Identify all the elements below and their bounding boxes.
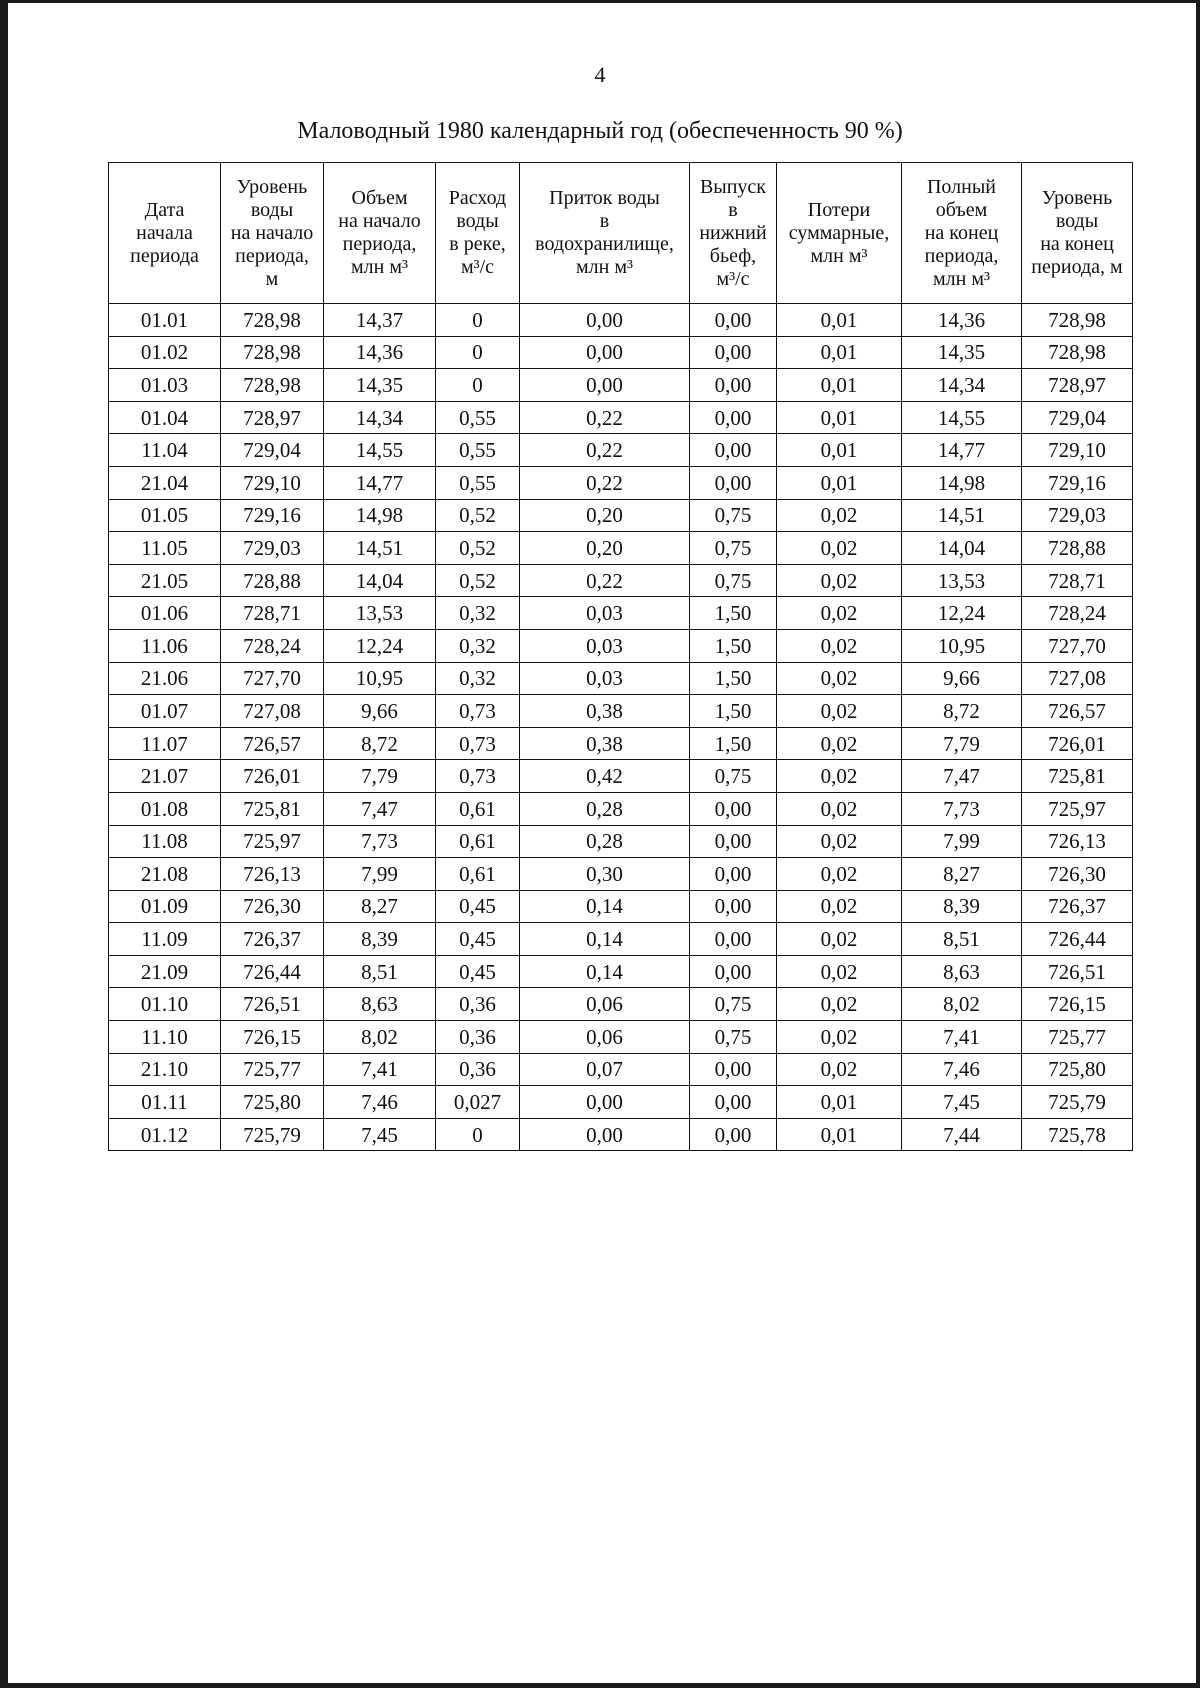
cell-inflow: 0,30 xyxy=(520,858,690,891)
cell-losses: 0,02 xyxy=(777,792,902,825)
cell-inflow: 0,22 xyxy=(520,564,690,597)
table-row xyxy=(109,858,1133,891)
table-row xyxy=(109,564,1133,597)
table-row xyxy=(109,727,1133,760)
table-body xyxy=(109,304,1133,1151)
cell-release: 0,00 xyxy=(690,890,777,923)
cell-date-start: 01.04 xyxy=(109,401,221,434)
document-title: Маловодный 1980 календарный год (обеспеченность 90 %) xyxy=(297,118,903,144)
header-date-start: Дата начала периода xyxy=(109,163,221,304)
cell-level-end: 726,30 xyxy=(1022,858,1133,891)
cell-release: 0,75 xyxy=(690,564,777,597)
cell-losses: 0,01 xyxy=(777,369,902,402)
page-number: 4 xyxy=(594,62,606,87)
cell-river-flow: 0,52 xyxy=(436,532,520,565)
cell-volume-end: 14,51 xyxy=(902,499,1022,532)
cell-volume-start: 7,45 xyxy=(324,1118,436,1151)
cell-inflow: 0,03 xyxy=(520,629,690,662)
cell-level-end: 728,24 xyxy=(1022,597,1133,630)
cell-date-start: 01.09 xyxy=(109,890,221,923)
table-row xyxy=(109,988,1133,1021)
cell-volume-end: 8,39 xyxy=(902,890,1022,923)
cell-river-flow: 0,45 xyxy=(436,955,520,988)
cell-losses: 0,02 xyxy=(777,695,902,728)
cell-inflow: 0,00 xyxy=(520,369,690,402)
cell-level-start: 728,24 xyxy=(221,629,324,662)
cell-river-flow: 0 xyxy=(436,336,520,369)
cell-inflow: 0,00 xyxy=(520,1118,690,1151)
cell-river-flow: 0,52 xyxy=(436,499,520,532)
cell-losses: 0,02 xyxy=(777,499,902,532)
cell-volume-end: 10,95 xyxy=(902,629,1022,662)
cell-date-start: 21.05 xyxy=(109,564,221,597)
table-header xyxy=(109,163,1133,304)
cell-inflow: 0,03 xyxy=(520,597,690,630)
cell-level-start: 725,79 xyxy=(221,1118,324,1151)
cell-volume-start: 13,53 xyxy=(324,597,436,630)
cell-volume-start: 7,99 xyxy=(324,858,436,891)
table-row xyxy=(109,499,1133,532)
cell-level-start: 728,98 xyxy=(221,369,324,402)
cell-volume-start: 7,41 xyxy=(324,1053,436,1086)
cell-level-end: 728,71 xyxy=(1022,564,1133,597)
cell-volume-end: 7,46 xyxy=(902,1053,1022,1086)
scan-right-edge xyxy=(1196,0,1200,1688)
cell-losses: 0,02 xyxy=(777,988,902,1021)
cell-release: 1,50 xyxy=(690,629,777,662)
cell-date-start: 01.12 xyxy=(109,1118,221,1151)
cell-volume-start: 14,34 xyxy=(324,401,436,434)
cell-level-start: 726,57 xyxy=(221,727,324,760)
cell-inflow: 0,38 xyxy=(520,695,690,728)
table-row xyxy=(109,1086,1133,1119)
cell-release: 0,00 xyxy=(690,369,777,402)
cell-date-start: 11.10 xyxy=(109,1021,221,1054)
cell-river-flow: 0,45 xyxy=(436,923,520,956)
cell-losses: 0,01 xyxy=(777,336,902,369)
cell-level-end: 729,04 xyxy=(1022,401,1133,434)
cell-inflow: 0,00 xyxy=(520,304,690,337)
cell-volume-end: 7,99 xyxy=(902,825,1022,858)
cell-date-start: 01.01 xyxy=(109,304,221,337)
cell-volume-start: 8,63 xyxy=(324,988,436,1021)
cell-date-start: 01.02 xyxy=(109,336,221,369)
cell-level-end: 726,44 xyxy=(1022,923,1133,956)
cell-level-start: 729,10 xyxy=(221,466,324,499)
cell-level-end: 729,03 xyxy=(1022,499,1133,532)
cell-level-end: 728,98 xyxy=(1022,336,1133,369)
cell-level-end: 725,78 xyxy=(1022,1118,1133,1151)
cell-volume-end: 9,66 xyxy=(902,662,1022,695)
cell-level-start: 727,08 xyxy=(221,695,324,728)
table-row xyxy=(109,1118,1133,1151)
cell-date-start: 21.04 xyxy=(109,466,221,499)
table-row xyxy=(109,597,1133,630)
cell-volume-end: 7,41 xyxy=(902,1021,1022,1054)
cell-level-end: 725,77 xyxy=(1022,1021,1133,1054)
cell-losses: 0,02 xyxy=(777,890,902,923)
cell-level-start: 726,37 xyxy=(221,923,324,956)
cell-losses: 0,02 xyxy=(777,727,902,760)
cell-volume-start: 7,46 xyxy=(324,1086,436,1119)
cell-date-start: 11.07 xyxy=(109,727,221,760)
header-volume-end: Полный объем на конец периода, млн м³ xyxy=(902,163,1022,304)
cell-volume-start: 8,27 xyxy=(324,890,436,923)
cell-losses: 0,02 xyxy=(777,923,902,956)
cell-level-start: 729,16 xyxy=(221,499,324,532)
cell-losses: 0,02 xyxy=(777,1021,902,1054)
cell-release: 0,00 xyxy=(690,792,777,825)
table-row xyxy=(109,662,1133,695)
cell-losses: 0,02 xyxy=(777,858,902,891)
cell-level-end: 726,57 xyxy=(1022,695,1133,728)
cell-release: 0,00 xyxy=(690,1053,777,1086)
table-row xyxy=(109,825,1133,858)
cell-volume-end: 8,63 xyxy=(902,955,1022,988)
cell-inflow: 0,22 xyxy=(520,434,690,467)
cell-level-start: 729,03 xyxy=(221,532,324,565)
reservoir-balance-table xyxy=(108,162,1133,1151)
cell-inflow: 0,00 xyxy=(520,336,690,369)
cell-volume-start: 8,72 xyxy=(324,727,436,760)
cell-release: 0,00 xyxy=(690,336,777,369)
cell-inflow: 0,06 xyxy=(520,1021,690,1054)
cell-level-start: 726,01 xyxy=(221,760,324,793)
cell-river-flow: 0,36 xyxy=(436,1053,520,1086)
cell-level-start: 726,13 xyxy=(221,858,324,891)
cell-inflow: 0,28 xyxy=(520,792,690,825)
cell-volume-end: 8,51 xyxy=(902,923,1022,956)
cell-inflow: 0,14 xyxy=(520,955,690,988)
cell-inflow: 0,03 xyxy=(520,662,690,695)
cell-volume-end: 8,72 xyxy=(902,695,1022,728)
cell-level-end: 728,98 xyxy=(1022,304,1133,337)
cell-inflow: 0,38 xyxy=(520,727,690,760)
cell-level-end: 727,08 xyxy=(1022,662,1133,695)
cell-date-start: 11.08 xyxy=(109,825,221,858)
cell-river-flow: 0 xyxy=(436,369,520,402)
cell-level-end: 726,01 xyxy=(1022,727,1133,760)
table-row xyxy=(109,434,1133,467)
cell-date-start: 01.03 xyxy=(109,369,221,402)
cell-level-end: 729,10 xyxy=(1022,434,1133,467)
header-losses: Потери суммарные, млн м³ xyxy=(777,163,902,304)
cell-level-end: 729,16 xyxy=(1022,466,1133,499)
cell-volume-end: 14,36 xyxy=(902,304,1022,337)
cell-date-start: 01.05 xyxy=(109,499,221,532)
cell-volume-start: 10,95 xyxy=(324,662,436,695)
cell-inflow: 0,20 xyxy=(520,499,690,532)
cell-volume-end: 7,47 xyxy=(902,760,1022,793)
cell-level-start: 728,71 xyxy=(221,597,324,630)
cell-losses: 0,02 xyxy=(777,1053,902,1086)
cell-level-start: 725,81 xyxy=(221,792,324,825)
cell-release: 0,00 xyxy=(690,858,777,891)
cell-volume-end: 14,98 xyxy=(902,466,1022,499)
cell-date-start: 21.09 xyxy=(109,955,221,988)
cell-river-flow: 0,55 xyxy=(436,434,520,467)
cell-release: 0,00 xyxy=(690,434,777,467)
cell-inflow: 0,06 xyxy=(520,988,690,1021)
cell-date-start: 01.06 xyxy=(109,597,221,630)
cell-losses: 0,01 xyxy=(777,1118,902,1151)
cell-date-start: 11.05 xyxy=(109,532,221,565)
cell-level-start: 727,70 xyxy=(221,662,324,695)
table-row xyxy=(109,923,1133,956)
cell-volume-end: 8,27 xyxy=(902,858,1022,891)
cell-losses: 0,02 xyxy=(777,629,902,662)
header-level-end: Уровень воды на конец периода, м xyxy=(1022,163,1133,304)
cell-volume-start: 7,79 xyxy=(324,760,436,793)
scan-left-edge xyxy=(0,0,8,1688)
cell-river-flow: 0,73 xyxy=(436,760,520,793)
cell-volume-end: 13,53 xyxy=(902,564,1022,597)
table-row xyxy=(109,1053,1133,1086)
table-row xyxy=(109,890,1133,923)
cell-volume-end: 14,35 xyxy=(902,336,1022,369)
cell-date-start: 11.09 xyxy=(109,923,221,956)
cell-volume-start: 12,24 xyxy=(324,629,436,662)
cell-level-end: 728,97 xyxy=(1022,369,1133,402)
table-row xyxy=(109,532,1133,565)
cell-river-flow: 0,61 xyxy=(436,858,520,891)
cell-level-start: 726,44 xyxy=(221,955,324,988)
cell-level-start: 725,77 xyxy=(221,1053,324,1086)
cell-release: 1,50 xyxy=(690,662,777,695)
cell-inflow: 0,42 xyxy=(520,760,690,793)
cell-inflow: 0,14 xyxy=(520,890,690,923)
cell-losses: 0,01 xyxy=(777,434,902,467)
cell-volume-end: 7,73 xyxy=(902,792,1022,825)
cell-inflow: 0,14 xyxy=(520,923,690,956)
cell-release: 0,75 xyxy=(690,760,777,793)
cell-release: 0,00 xyxy=(690,923,777,956)
cell-river-flow: 0,32 xyxy=(436,597,520,630)
header-volume-start: Объем на начало периода, млн м³ xyxy=(324,163,436,304)
cell-level-end: 728,88 xyxy=(1022,532,1133,565)
cell-level-start: 726,51 xyxy=(221,988,324,1021)
cell-losses: 0,02 xyxy=(777,564,902,597)
cell-level-end: 726,13 xyxy=(1022,825,1133,858)
cell-volume-end: 14,04 xyxy=(902,532,1022,565)
scan-top-edge xyxy=(0,0,1200,3)
cell-river-flow: 0 xyxy=(436,1118,520,1151)
cell-release: 0,75 xyxy=(690,532,777,565)
cell-level-end: 725,97 xyxy=(1022,792,1133,825)
cell-date-start: 01.08 xyxy=(109,792,221,825)
cell-losses: 0,01 xyxy=(777,401,902,434)
cell-volume-start: 14,04 xyxy=(324,564,436,597)
cell-release: 0,75 xyxy=(690,988,777,1021)
cell-volume-end: 7,79 xyxy=(902,727,1022,760)
cell-volume-start: 8,02 xyxy=(324,1021,436,1054)
table-row xyxy=(109,304,1133,337)
cell-release: 0,00 xyxy=(690,1118,777,1151)
table-row xyxy=(109,466,1133,499)
table-row xyxy=(109,1021,1133,1054)
cell-river-flow: 0,73 xyxy=(436,695,520,728)
header-level-start: Уровень воды на начало периода, м xyxy=(221,163,324,304)
cell-level-start: 728,98 xyxy=(221,336,324,369)
cell-level-end: 725,80 xyxy=(1022,1053,1133,1086)
cell-volume-start: 9,66 xyxy=(324,695,436,728)
table-row xyxy=(109,336,1133,369)
cell-level-start: 729,04 xyxy=(221,434,324,467)
cell-volume-start: 14,35 xyxy=(324,369,436,402)
cell-river-flow: 0 xyxy=(436,304,520,337)
table-row xyxy=(109,792,1133,825)
cell-river-flow: 0,61 xyxy=(436,825,520,858)
cell-volume-end: 8,02 xyxy=(902,988,1022,1021)
cell-river-flow: 0,61 xyxy=(436,792,520,825)
cell-level-end: 725,81 xyxy=(1022,760,1133,793)
cell-river-flow: 0,32 xyxy=(436,662,520,695)
cell-release: 0,00 xyxy=(690,304,777,337)
cell-level-start: 725,80 xyxy=(221,1086,324,1119)
table-row xyxy=(109,955,1133,988)
cell-volume-end: 14,55 xyxy=(902,401,1022,434)
cell-release: 0,75 xyxy=(690,1021,777,1054)
cell-release: 1,50 xyxy=(690,597,777,630)
cell-volume-start: 14,55 xyxy=(324,434,436,467)
cell-level-start: 728,88 xyxy=(221,564,324,597)
cell-river-flow: 0,32 xyxy=(436,629,520,662)
cell-level-start: 726,15 xyxy=(221,1021,324,1054)
cell-volume-start: 14,36 xyxy=(324,336,436,369)
cell-level-end: 727,70 xyxy=(1022,629,1133,662)
cell-date-start: 11.06 xyxy=(109,629,221,662)
table-row xyxy=(109,369,1133,402)
header-release: Выпуск в нижний бьеф, м³/с xyxy=(690,163,777,304)
cell-volume-start: 14,77 xyxy=(324,466,436,499)
cell-level-start: 725,97 xyxy=(221,825,324,858)
header-river-flow: Расход воды в реке, м³/с xyxy=(436,163,520,304)
cell-date-start: 01.11 xyxy=(109,1086,221,1119)
cell-inflow: 0,00 xyxy=(520,1086,690,1119)
cell-losses: 0,01 xyxy=(777,304,902,337)
cell-river-flow: 0,36 xyxy=(436,1021,520,1054)
header-inflow: Приток воды в водохранилище, млн м³ xyxy=(520,163,690,304)
cell-losses: 0,01 xyxy=(777,466,902,499)
cell-level-start: 728,97 xyxy=(221,401,324,434)
cell-volume-start: 14,98 xyxy=(324,499,436,532)
cell-volume-end: 7,44 xyxy=(902,1118,1022,1151)
cell-release: 0,00 xyxy=(690,466,777,499)
cell-losses: 0,02 xyxy=(777,532,902,565)
cell-volume-end: 12,24 xyxy=(902,597,1022,630)
cell-river-flow: 0,55 xyxy=(436,401,520,434)
cell-river-flow: 0,55 xyxy=(436,466,520,499)
cell-level-start: 726,30 xyxy=(221,890,324,923)
cell-level-end: 726,51 xyxy=(1022,955,1133,988)
cell-inflow: 0,20 xyxy=(520,532,690,565)
cell-date-start: 21.06 xyxy=(109,662,221,695)
table-row xyxy=(109,760,1133,793)
table-row xyxy=(109,401,1133,434)
cell-date-start: 21.10 xyxy=(109,1053,221,1086)
cell-date-start: 11.04 xyxy=(109,434,221,467)
cell-losses: 0,02 xyxy=(777,955,902,988)
cell-river-flow: 0,36 xyxy=(436,988,520,1021)
cell-level-end: 726,15 xyxy=(1022,988,1133,1021)
cell-release: 0,00 xyxy=(690,825,777,858)
scan-bottom-edge xyxy=(0,1683,1200,1688)
cell-release: 0,00 xyxy=(690,1086,777,1119)
header-row xyxy=(109,163,1133,304)
cell-level-end: 725,79 xyxy=(1022,1086,1133,1119)
cell-inflow: 0,28 xyxy=(520,825,690,858)
cell-volume-end: 7,45 xyxy=(902,1086,1022,1119)
cell-date-start: 21.08 xyxy=(109,858,221,891)
cell-level-end: 726,37 xyxy=(1022,890,1133,923)
cell-inflow: 0,07 xyxy=(520,1053,690,1086)
cell-release: 0,75 xyxy=(690,499,777,532)
cell-release: 1,50 xyxy=(690,727,777,760)
cell-losses: 0,02 xyxy=(777,597,902,630)
table-row xyxy=(109,695,1133,728)
cell-losses: 0,02 xyxy=(777,825,902,858)
cell-inflow: 0,22 xyxy=(520,401,690,434)
cell-river-flow: 0,73 xyxy=(436,727,520,760)
cell-release: 1,50 xyxy=(690,695,777,728)
cell-date-start: 21.07 xyxy=(109,760,221,793)
cell-volume-start: 14,51 xyxy=(324,532,436,565)
cell-release: 0,00 xyxy=(690,955,777,988)
table-row xyxy=(109,629,1133,662)
cell-release: 0,00 xyxy=(690,401,777,434)
cell-river-flow: 0,52 xyxy=(436,564,520,597)
cell-volume-start: 7,73 xyxy=(324,825,436,858)
cell-volume-start: 8,39 xyxy=(324,923,436,956)
cell-river-flow: 0,45 xyxy=(436,890,520,923)
cell-volume-end: 14,77 xyxy=(902,434,1022,467)
cell-losses: 0,02 xyxy=(777,662,902,695)
cell-date-start: 01.10 xyxy=(109,988,221,1021)
cell-inflow: 0,22 xyxy=(520,466,690,499)
cell-volume-start: 7,47 xyxy=(324,792,436,825)
cell-losses: 0,01 xyxy=(777,1086,902,1119)
cell-losses: 0,02 xyxy=(777,760,902,793)
cell-volume-start: 8,51 xyxy=(324,955,436,988)
cell-volume-end: 14,34 xyxy=(902,369,1022,402)
cell-river-flow: 0,027 xyxy=(436,1086,520,1119)
cell-date-start: 01.07 xyxy=(109,695,221,728)
cell-level-start: 728,98 xyxy=(221,304,324,337)
cell-volume-start: 14,37 xyxy=(324,304,436,337)
